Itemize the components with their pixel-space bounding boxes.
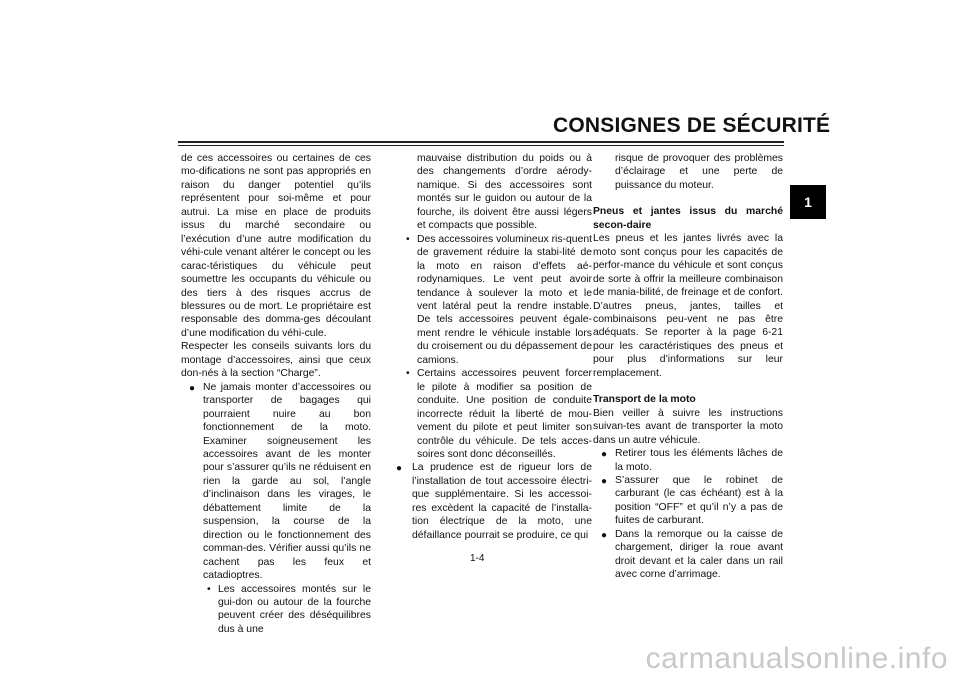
list-item — [181, 381, 371, 583]
list-item-text: Dans la remorque ou la caisse de chargement, diriger la roue avant droit devant et la caler dans un rail avec corne d’arrimage. — [615, 528, 783, 581]
list-item-text: La prudence est de rigueur lors de l’installation de tout accessoire électri-que supplémentaire. Si les accessoi-res excèdent la capacité de l’installa-tion électrique de la moto, une défaillance pourrait se produire, ce qui — [412, 462, 592, 541]
list-item-text: Les accessoires montés sur le gui-don ou autour de la fourche peuvent créer des déséquilibres dus à une — [218, 583, 371, 635]
chapter-tab: 1 — [790, 185, 826, 219]
list-item-continued — [593, 152, 783, 192]
page-title: CONSIGNES DE SÉCURITÉ — [553, 114, 831, 137]
list-item — [396, 461, 592, 542]
paragraph: de ces accessoires ou certaines de ces mo-difications ne sont pas appropriés en raison du danger potentiel qu’ils représentent pour soi-même et pour autrui. La mise en place de produits issus du marché secondaire ou l’exécution d’une autre modification du véhi-cule venant altérer le concept ou les carac-téristiques du véhicule peut soumettre les occupants du véhicule ou des tiers à des risques accrus de blessures ou de mort. Le propriétaire est responsable des domma-ges découlant d’une modification du véhi-cule. — [181, 153, 371, 339]
section-heading: Transport de la moto — [593, 394, 696, 406]
bullet-icon: ● — [601, 475, 608, 487]
column-2 — [396, 152, 592, 542]
header-rule-thin — [178, 145, 784, 146]
header-rule — [178, 141, 784, 143]
sub-list-item — [181, 583, 371, 637]
list-item-text: Des accessoires volumineux ris-quent de gravement réduire la stabi-lité de la moto en raison d’effets aé-rodynamiques. Le vent peut avoir tendance à soulever la moto et le vent latéral peut la rendre instable. De tels accessoires peuvent égale-ment rendre le véhicule instable lors du croisement ou du dépassement de camions. — [417, 233, 592, 366]
column-1 — [181, 152, 371, 636]
list-item-text: Ne jamais monter d’accessoires ou transporter de bagages qui pourraient nuire au bon fonctionnement de la moto. Examiner soigneusement les accessoires avant de les monter pour s’assurer qu’ils ne réduisent en rien la garde au sol, l’angle d’inclinaison dans les virages, le débattement limite de la suspension, la course de la direction ou le fonctionnement des comman-des. Vérifier aussi qu’ils ne cachent pas les feux et catadioptres. — [203, 381, 371, 582]
dot-icon: • — [207, 583, 211, 595]
sub-list-item — [402, 367, 592, 461]
bullet-icon: ● — [601, 449, 608, 461]
list-item-text: mauvaise distribution du poids ou à des changements d’ordre aérody-namique. Si des accessoires sont montés sur le guidon ou autour de la fourche, ils doivent être aussi légers et compacts que possible. — [417, 153, 592, 232]
paragraph: Respecter les conseils suivants lors du montage d’accessoires, ainsi que ceux don-nés à la section “Charge”. — [181, 341, 371, 380]
list-item — [593, 528, 783, 582]
list-item-text: risque de provoquer des problèmes d’éclairage et une perte de puissance du moteur. — [615, 153, 783, 191]
section-heading: Pneus et jantes issus du marché secon-daire — [593, 206, 783, 231]
column-3 — [593, 152, 783, 582]
dot-icon: • — [406, 368, 410, 380]
bullet-icon: ● — [189, 382, 196, 394]
watermark: carmanualsonline.info — [645, 642, 948, 675]
list-item-text: Retirer tous les éléments lâches de la moto. — [615, 448, 783, 473]
list-item — [593, 447, 783, 474]
bullet-icon: ● — [601, 529, 608, 541]
dot-icon: • — [406, 233, 410, 245]
bullet-icon: ● — [396, 463, 403, 475]
paragraph: Bien veiller à suivre les instructions suivan-tes avant de transporter la moto dans un autre véhicule. — [593, 407, 783, 446]
sub-list-item-continued — [402, 152, 592, 233]
sub-list-item — [402, 233, 592, 368]
page-number: 1-4 — [470, 553, 485, 564]
paragraph: Les pneus et les jantes livrés avec la moto sont conçus pour les capacités de perfor-mance du véhicule et sont conçus de sorte à offrir la meilleure combinaison de mania-bilité, de freinage et de confort. D’autres pneus, jantes, tailles et combinaisons peu-vent ne pas être adéquats. Se reporter à la page 6-21 pour les caractéristiques des pneus et pour plus d’informations sur leur remplacement. — [593, 233, 783, 379]
list-item-text: Certains accessoires peuvent forcer le pilote à modifier sa position de conduite. Une position de conduite incorrecte réduit la liberté de mou-vement du pilote et peut limiter son contrôle du véhicule. De tels acces-soires sont donc déconseillés. — [417, 368, 592, 460]
list-item-text: S’assurer que le robinet de carburant (le cas échéant) est à la position “OFF” et qu’il n’y a pas de fuites de carburant. — [615, 474, 783, 527]
list-item — [593, 474, 783, 528]
